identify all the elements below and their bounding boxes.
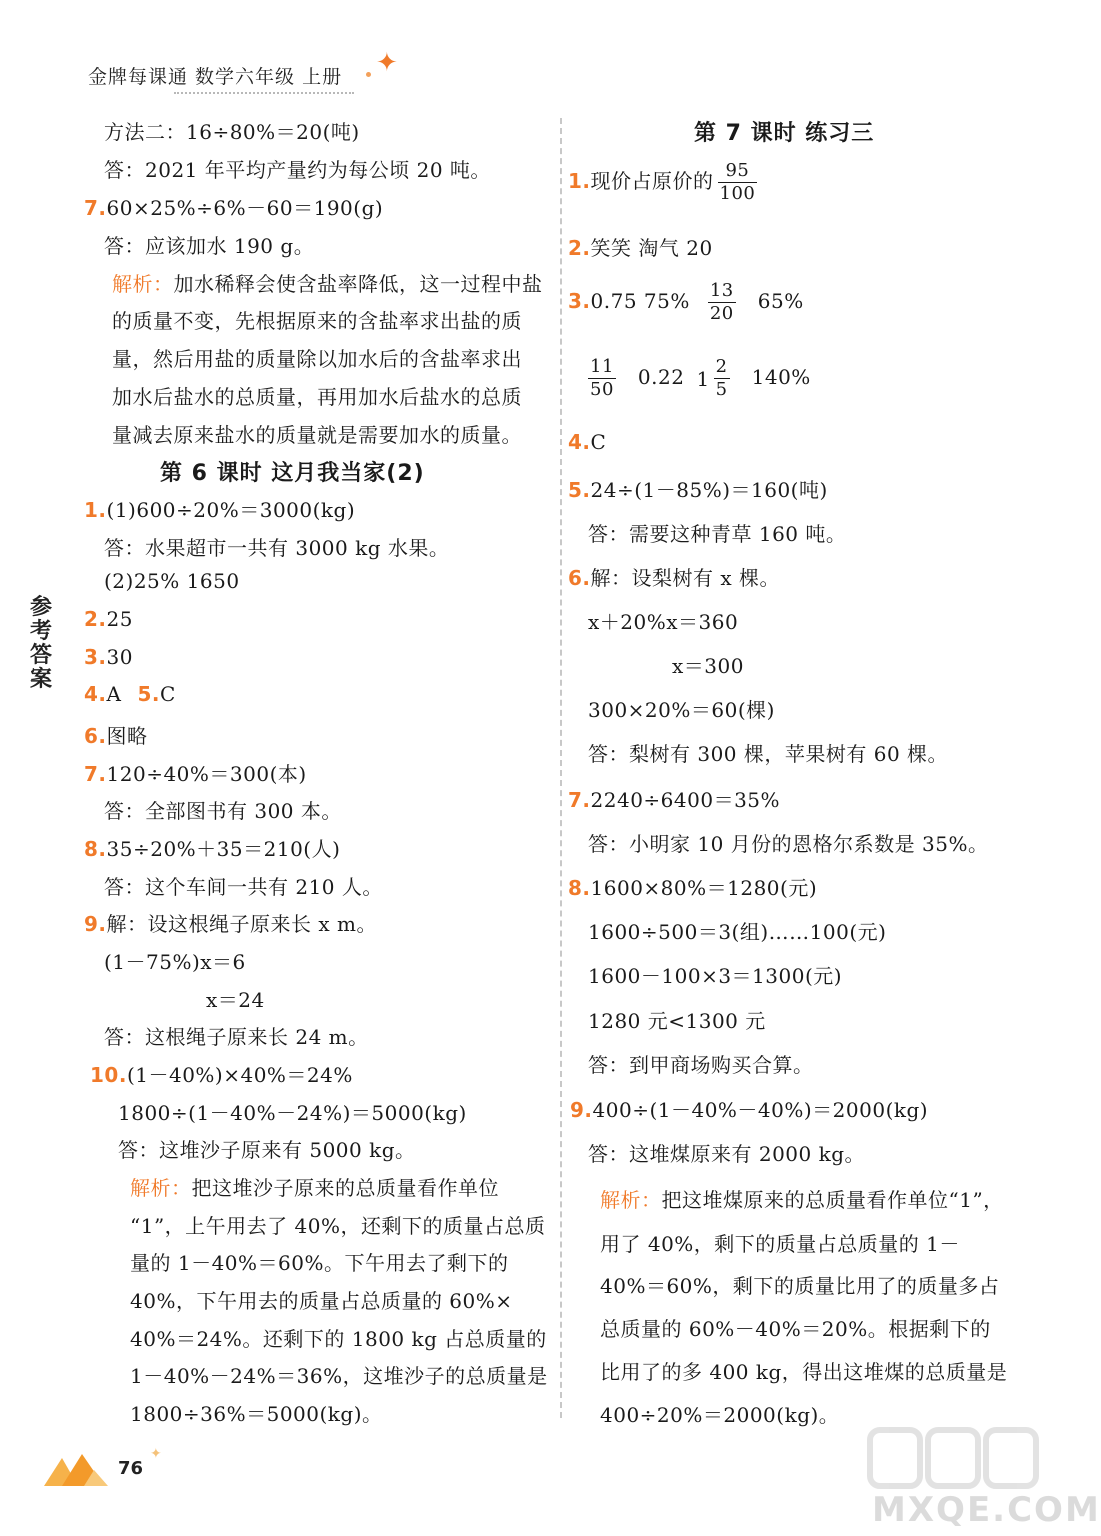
question-text: 1600×80%＝1280(元): [590, 876, 818, 900]
question-number: 5.: [568, 478, 591, 502]
fraction: [718, 160, 758, 205]
fraction: [708, 280, 736, 325]
watermark-logo-icon: [868, 1424, 1038, 1494]
question-text: 解：设梨树有 x 棵。: [590, 566, 781, 590]
answer-line: 答：2021 年平均产量约为每公顷 20 吨。: [104, 158, 491, 182]
analysis-line: [130, 1172, 499, 1201]
equation-line: 1280 元<1300 元: [588, 1009, 766, 1033]
question-8: [84, 833, 340, 862]
analysis-line: 40%＝24%。还剩下的 1800 kg 占总质量的: [130, 1327, 547, 1351]
mixed-number-whole: 1: [696, 366, 710, 391]
question-number: 10.: [90, 1063, 127, 1087]
question-1: [84, 494, 355, 523]
answer-line: 答：全部图书有 300 本。: [104, 799, 342, 823]
question-text: 现价占原价的: [590, 169, 714, 193]
question-7: [568, 784, 780, 813]
analysis-text: 把这堆沙子原来的总质量看作单位: [191, 1176, 499, 1200]
fraction: [714, 356, 730, 401]
question-number: 4.: [84, 682, 107, 706]
question-number: 8.: [84, 837, 107, 861]
question-text: 2240÷6400＝35%: [590, 788, 781, 812]
equation-line: x＋20%x＝360: [588, 610, 739, 634]
question-7: [84, 192, 383, 221]
question-text: C: [159, 682, 176, 706]
question-4: [568, 430, 606, 454]
question-number: 3.: [568, 289, 591, 313]
analysis-line: 1－40%－24%＝36%，这堆沙子的总质量是: [130, 1364, 548, 1388]
column-divider: [560, 118, 562, 1418]
question-number: 1.: [84, 498, 107, 522]
question-9: [570, 1094, 928, 1123]
question-text: 笑笑 淘气 20: [590, 236, 713, 260]
equation-line: 300×20%＝60(棵): [588, 698, 775, 722]
page-number: 76: [118, 1458, 144, 1479]
question-8: [568, 872, 817, 901]
question-text: (1)600÷20%＝3000(kg): [106, 498, 356, 522]
question-3-row-2: [584, 356, 811, 401]
question-number: 3.: [84, 645, 107, 669]
fraction-numerator: 95: [718, 160, 758, 183]
analysis-line: 总质量的 60%－40%＝20%。根据剩下的: [600, 1317, 991, 1341]
equation-line: x＝24: [206, 988, 265, 1012]
answer-line: 答：这个车间一共有 210 人。: [104, 875, 383, 899]
question-6: [84, 720, 148, 749]
question-text: 25: [106, 607, 133, 631]
section-title-lesson-7: 第 7 课时 练习三: [694, 121, 875, 146]
question-text: 120÷40%＝300(本): [106, 762, 307, 786]
analysis-line: 量减去原来盐水的质量就是需要加水的质量。: [112, 423, 522, 447]
question-text: 0.75 75%: [590, 289, 690, 313]
equation-line: 1800÷(1－40%－24%)＝5000(kg): [118, 1101, 467, 1125]
question-7b: [84, 758, 307, 787]
analysis-line: 的质量不变，先根据原来的含盐率求出盐的质: [112, 309, 522, 333]
answer-line: 答：水果超市一共有 3000 kg 水果。: [104, 536, 450, 560]
question-3: [84, 645, 133, 669]
analysis-line: 用了 40%，剩下的质量占总质量的 1－: [600, 1232, 960, 1256]
question-number: 8.: [568, 876, 591, 900]
analysis-line: 1800÷36%＝5000(kg)。: [130, 1402, 383, 1426]
fraction-denominator: 20: [709, 303, 734, 324]
sparkle-icon: ✦: [376, 48, 398, 78]
question-text: 0.22: [637, 365, 685, 389]
fraction-numerator: 11: [590, 356, 614, 377]
answer-line: 答：需要这种青草 160 吨。: [588, 522, 847, 546]
question-5: [568, 474, 828, 503]
analysis-line: 量，然后用盐的质量除以加水后的含盐率求出: [112, 347, 522, 371]
question-text: 24÷(1－85%)＝160(吨): [590, 478, 828, 502]
decorative-dot: ✦: [150, 1446, 162, 1462]
question-text: 65%: [757, 289, 804, 313]
analysis-label: 解析：: [112, 272, 174, 296]
question-number: 1.: [568, 169, 591, 193]
question-text: 解：设这根绳子原来长 x m。: [106, 912, 377, 936]
analysis-line: [600, 1184, 1004, 1213]
answer-line: 答：这堆沙子原来有 5000 kg。: [118, 1138, 416, 1162]
question-text: 140%: [751, 365, 811, 389]
question-number: 4.: [568, 430, 591, 454]
question-number: 2.: [568, 236, 591, 260]
method-two-line: 方法二：16÷80%＝20(吨): [104, 120, 360, 144]
question-number: 5.: [137, 682, 160, 706]
question-text: 400÷(1－40%－40%)＝2000(kg): [592, 1098, 929, 1122]
header-underline: [174, 92, 354, 94]
question-4-5: [84, 682, 176, 706]
analysis-line: 40%＝60%，剩下的质量比用了的质量多占: [600, 1274, 1000, 1298]
analysis-line: [112, 268, 543, 297]
fraction-numerator: 2: [715, 356, 728, 377]
fraction-denominator: 50: [590, 379, 614, 400]
analysis-line: 400÷20%＝2000(kg)。: [600, 1403, 840, 1427]
answer-line: 答：应该加水 190 g。: [104, 234, 315, 258]
question-text: A: [106, 682, 122, 706]
equation-line: x＝300: [672, 654, 744, 678]
answer-line: 答：梨树有 300 棵，苹果树有 60 棵。: [588, 742, 949, 766]
fraction: [588, 356, 616, 401]
question-text: (1－40%)×40%＝24%: [126, 1063, 353, 1087]
question-text: 35÷20%＋35＝210(人): [106, 837, 341, 861]
question-number: 9.: [570, 1098, 593, 1122]
analysis-line: 量的 1－40%＝60%。下午用去了剩下的: [130, 1251, 509, 1275]
analysis-line: “1”，上午用去了 40%，还剩下的质量占总质: [130, 1214, 546, 1238]
mountain-icon: [44, 1452, 108, 1486]
analysis-line: 40%，下午用去的质量占总质量的 60%×: [130, 1289, 513, 1313]
watermark-text: MXQE.COM: [872, 1490, 1101, 1530]
answer-line: (2)25% 1650: [104, 569, 240, 593]
question-number: 9.: [84, 912, 107, 936]
fraction-denominator: 100: [719, 183, 756, 204]
fraction-denominator: 5: [715, 379, 728, 400]
question-text: 图略: [106, 724, 148, 748]
header-title: 金牌每课通 数学六年级 上册: [88, 66, 343, 88]
question-text: 30: [106, 645, 133, 669]
question-number: 7.: [84, 196, 107, 220]
question-number: 7.: [568, 788, 591, 812]
equation-line: 1600－100×3＝1300(元): [588, 964, 843, 988]
analysis-label: 解析：: [600, 1188, 662, 1212]
analysis-text: 加水稀释会使含盐率降低，这一过程中盐: [173, 272, 543, 296]
question-1: [568, 160, 761, 205]
answer-line: 答：这根绳子原来长 24 m。: [104, 1025, 369, 1049]
answer-line: 答：小明家 10 月份的恩格尔系数是 35%。: [588, 832, 989, 856]
question-text: C: [590, 430, 607, 454]
side-label: 参考答案: [29, 595, 52, 692]
question-2: [84, 607, 133, 631]
analysis-line: 比用了的多 400 kg，得出这堆煤的总质量是: [600, 1360, 1008, 1384]
fraction-numerator: 13: [709, 280, 734, 301]
answer-line: 答：这堆煤原来有 2000 kg。: [588, 1142, 866, 1166]
analysis-label: 解析：: [130, 1176, 192, 1200]
equation-line: (1－75%)x＝6: [104, 950, 246, 974]
question-number: 7.: [84, 762, 107, 786]
question-6: [568, 562, 780, 591]
analysis-text: 把这堆煤原来的总质量看作单位“1”，: [661, 1188, 1004, 1212]
question-number: 6.: [84, 724, 107, 748]
question-number: 6.: [568, 566, 591, 590]
question-3: [568, 280, 804, 325]
section-title-lesson-6: 第 6 课时 这月我当家(2): [160, 461, 425, 486]
question-number: 2.: [84, 607, 107, 631]
question-2: [568, 232, 713, 261]
equation-line: 1600÷500＝3(组)……100(元): [588, 920, 887, 944]
question-9: [84, 908, 377, 937]
decorative-dot: [366, 72, 371, 77]
question-10: [90, 1059, 353, 1088]
analysis-line: 加水后盐水的总质量，再用加水后盐水的总质: [112, 385, 522, 409]
answer-line: 答：到甲商场购买合算。: [588, 1053, 814, 1077]
question-text: 60×25%÷6%－60＝190(g): [106, 196, 384, 220]
